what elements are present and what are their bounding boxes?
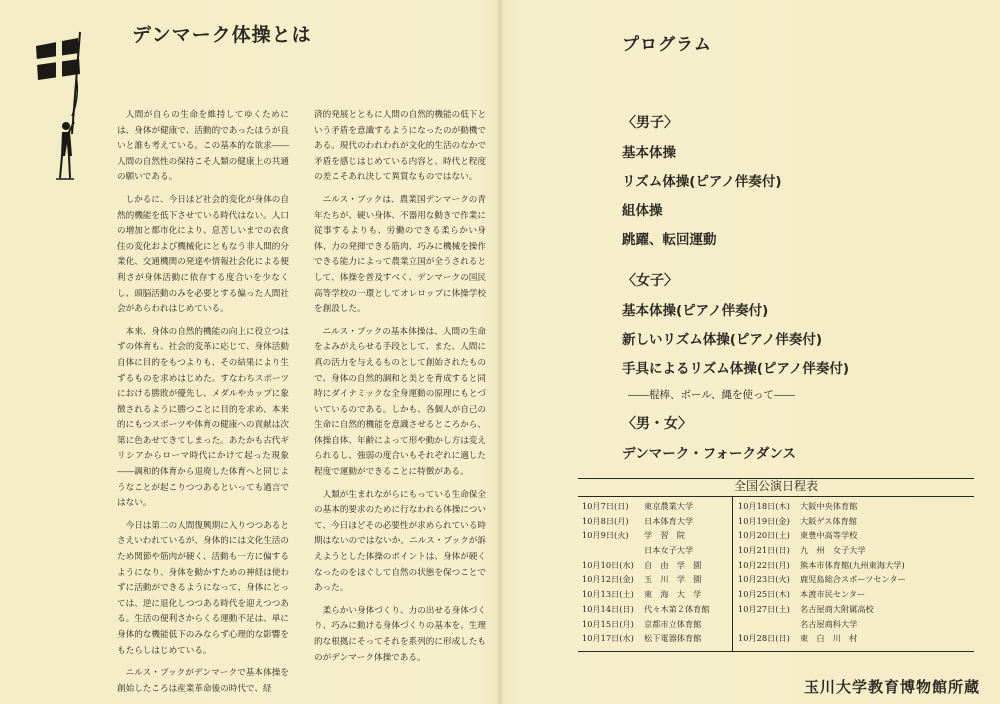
schedule-left-column xyxy=(582,499,730,646)
schedule-row: 10月28日(日) 東 白 川 村 xyxy=(738,633,858,644)
schedule-row: 名古屋商科大学 xyxy=(800,618,858,629)
schedule-row: 10月7日(日) 東京農業大学 xyxy=(582,501,694,511)
schedule-title: 全国公演日程表 xyxy=(733,479,818,493)
schedule-row: 10月17日(水) 松下電器体育館 xyxy=(582,633,702,644)
program-title: プログラム xyxy=(622,35,712,55)
program-item: 手具によるリズム体操(ピアノ伴奏付) xyxy=(622,361,849,377)
schedule-row: 10月23日(火) 鹿児島総合スポーツセンター xyxy=(738,574,906,585)
schedule-row: 10月14日(日) 代々木第２体育館 xyxy=(582,603,710,614)
essay-paragraph: 人類が生まれながらにもっている生命保全の基本的要求のために行なわれる体操について、今日ほどその必要性が求められている時期はないのではないか。ニルス・ブックが訴えようとした体操のポイントは、身体が硬くなったのをほぐして自然の状態を保つことであった。 xyxy=(314,489,486,594)
program-item: 組体操 xyxy=(622,203,663,219)
schedule-row: 10月22日(月) 熊本市体育館(九州東海大学) xyxy=(738,559,905,570)
essay-paragraph: ニルス・ブックの基本体操は、人間の生命をよみがえらせる手段として、また、人間に真の活力を与えるものとして創始されたもので、身体の自然的調和と美とを育成すると同時にダイナミックな全身運動の原理にもとづいているのである。しかも、各個人が自己の生命に自然的機能を意識させるところから、体操自体、年齢によって形や動かし方は変えられるし、強弱の度合いもそれぞれに適した程度で運動ができることに特徴がある。 xyxy=(314,326,486,478)
essay-paragraph: 本来、身体の自然的機能の向上に役立つはずの体育も、社会的変革に応じて、身体活動自体に目的をもつよりも、その結果により生ずるものを求めはじめた。すなわちスポーツにおける勝敗が優先し、メダルやカップに象徴されるように勝つことに目的を求め、本来的にもつスポーツや体育の健康への貢献は次第に色あせてきてしまった。あたかも古代ギリシアからローマ時代にかけて起った現象――調和的体育から退廃した体育へと同じようなことが起こりつつあるといっても過言ではない。 xyxy=(117,326,289,509)
schedule-row: 10月9日(火) 学 習 院 xyxy=(582,530,685,541)
program-item: リズム体操(ピアノ伴奏付) xyxy=(622,174,782,190)
essay-column-2 xyxy=(314,108,486,673)
program-item: 基本体操(ピアノ伴奏付) xyxy=(622,303,769,319)
program-item: デンマーク・フォークダンス xyxy=(622,446,797,462)
program-item: 基本体操 xyxy=(622,145,676,161)
essay-paragraph: しかるに、今日ほど社会的変化が身体の自然的機能を低下させている時代はない。人口の増加と都市化により、息苦しいまでの衣食住の変化および機械化にともなう非人間的分業化、交通機関の発達や情報社会化による便利さが身体活動に依存する度合いを少なくし、頭脳活動のみを必要とする偏った人間社会があらわれはじめている。 xyxy=(117,194,289,315)
schedule-row: 10月21日(日) 九 州 女子大学 xyxy=(738,545,866,556)
schedule-row: 10月27日(土) 名古屋商大附属高校 xyxy=(738,603,874,614)
section-heading-men: 〈男子〉 xyxy=(622,115,678,131)
schedule-row: 10月18日(木) 大阪中央体育館 xyxy=(738,501,858,511)
program-list xyxy=(622,112,982,470)
program-note: ――棍棒、ボール、縄を使って―― xyxy=(628,389,795,401)
section-heading-mixed: 〈男・女〉 xyxy=(622,416,692,432)
program-item: 新しいリズム体操(ピアノ伴奏付) xyxy=(622,332,822,348)
center-fold xyxy=(498,0,502,704)
section-heading-women: 〈女子〉 xyxy=(622,273,678,289)
schedule-right-column xyxy=(738,499,972,646)
schedule-row: 10月12日(金) 玉 川 学 園 xyxy=(582,574,702,585)
schedule-row: 10月15日(月) 京都市立体育館 xyxy=(582,618,702,629)
essay-paragraph: 済的発展とともに人間の自然的機能の低下という矛盾を意識するようになったのが動機である。現代のわれわれが文化的生活のなかで矛盾を感じはじめている内容と、時代と程度の差こそあれ決して異質なものではない。 xyxy=(314,110,486,183)
essay-paragraph: ニルス・ブックがデンマークで基本体操を創始したころは産業革命後の時代で、経 xyxy=(117,668,289,694)
museum-credit: 玉川大学教育博物館所蔵 xyxy=(804,678,981,696)
flag-bearer-illustration xyxy=(28,26,98,186)
essay-column-1 xyxy=(117,108,289,704)
essay-paragraph: 人間が自らの生命を維持してゆくためには、身体が健康で、活動的であったほうが良いと誰も考えている。この基本的な欲求――人間の自然性の保持こそ人類の健康上の共通の願いである。 xyxy=(117,110,289,183)
essay-paragraph: 今日は第二の人間復興期に入りつつあるとさえいわれているが、身体的には文化生活のため関節や筋肉が硬く、活動も一方に偏するようになり、身体を動かすための神経は使わずに活動ができるようになって、身体にとっては、逆に退化しつつある時代を迎えつつある。生活の便利さからくる運動不足は、単に身体的な機能低下のみならず心理的な影響をもたらしはじめている。 xyxy=(117,520,289,656)
schedule-row: 10月25日(木) 本渡市民センター xyxy=(738,589,866,600)
schedule-row: 日本女子大学 xyxy=(644,545,694,556)
schedule-row: 10月19日(金) 大阪ゲス体育館 xyxy=(738,515,857,526)
schedule-table xyxy=(578,478,974,652)
schedule-row: 10月20日(土) 東豊中高等学校 xyxy=(738,530,858,541)
schedule-row: 10月13日(土) 東 海 大 学 xyxy=(582,589,702,600)
schedule-row: 10月10日(水) 自 由 学 園 xyxy=(582,559,702,570)
schedule-row: 10月8日(月) 日本体育大学 xyxy=(582,515,694,526)
program-item: 跳躍、転回運動 xyxy=(622,232,717,248)
left-page-title: デンマーク体操とは xyxy=(132,24,312,46)
essay-paragraph: ニルス・ブックは、農業国デンマークの青年たちが、硬い身体、不器用な動きで作業に従事するよりも、労働のできる柔らかい身体、力の発揮できる筋肉、巧みに機械を操作できる能力によって農業立国が全うされるとして、体操を普及すべく、デンマークの国民高等学校の一環としてオレロップに体操学校を創設した。 xyxy=(314,194,486,315)
essay-paragraph: 柔らかい身体づくり、力の出せる身体づくり、巧みに動ける身体づくりの基本を、生理的な根拠にそってそれを系列的に形成したものがデンマーク体操である。 xyxy=(314,605,486,663)
